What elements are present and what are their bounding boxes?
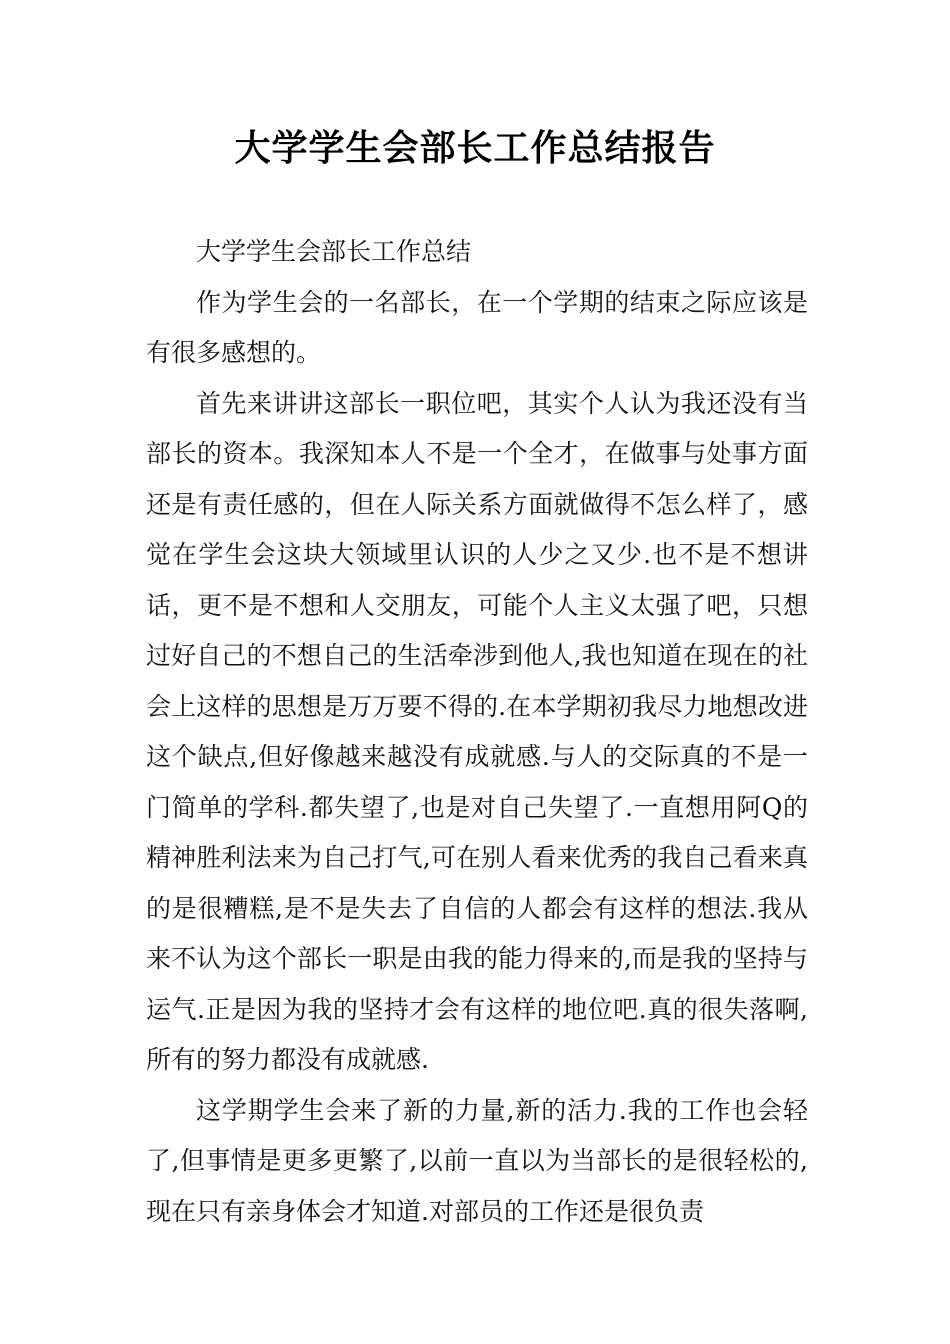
document-title: 大学学生会部长工作总结报告 <box>234 128 716 169</box>
paragraph-intro: 作为学生会的一名部长，在一个学期的结束之际应该是有很多感想的。 <box>146 287 808 367</box>
paragraph-subtitle: 大学学生会部长工作总结 <box>196 237 472 266</box>
paragraph-new-semester: 这学期学生会来了新的力量,新的活力.我的工作也会轻了,但事情是更多更繁了,以前一直以为当部长的是很轻松的,现在只有亲身体会才知道.对部员的工作还是很负责 <box>146 1095 808 1226</box>
paragraph-self-reflection: 首先来讲讲这部长一职位吧，其实个人认为我还没有当部长的资本。我深知本人不是一个全才，在做事与处事方面还是有责任感的，但在人际关系方面就做得不怎么样了，感觉在学生会这块大领域里认识的人少之又少.也不是不想讲话，更不是不想和人交朋友，可能个人主义太强了吧，只想过好自己的不想自己的生活牵涉到他人,我也知道在现在的社会上这样的思想是万万要不得的.在本学期初我尽力地想改进这个缺点,但好像越来越没有成就感.与人的交际真的不是一门简单的学科.都失望了,也是对自己失望了.一直想用阿Q的精神胜利法来为自己打气,可在别人看来优秀的我自己看来真的是很糟糕,是不是失去了自信的人都会有这样的想法.我从来不认为这个部长一职是由我的能力得来的,而是我的坚持与运气.正是因为我的坚持才会有这样的地位吧.真的很失落啊,所有的努力都没有成就感. <box>146 388 808 1074</box>
document-body <box>146 227 808 1237</box>
